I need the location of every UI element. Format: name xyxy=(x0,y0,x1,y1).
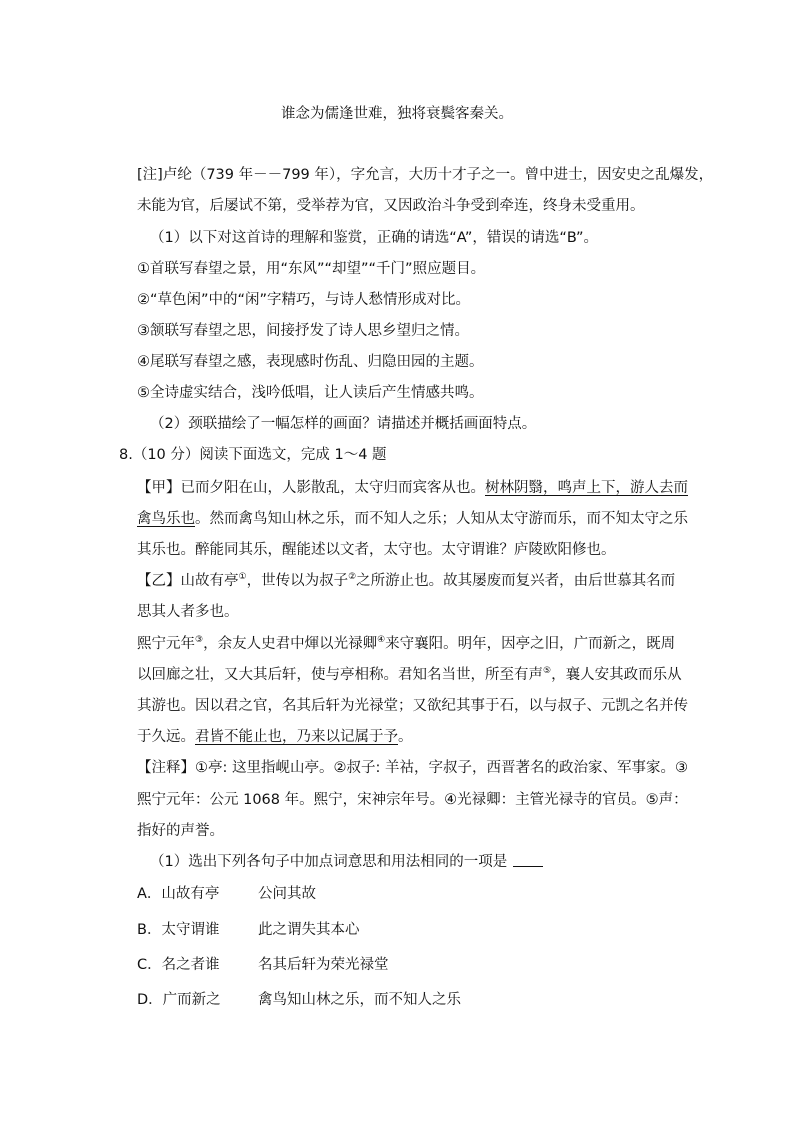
annotation-tag: 【注释】 xyxy=(137,760,195,776)
footnote-marker: ④ xyxy=(377,635,386,645)
annotation-line-3: 指好的声誉。 xyxy=(137,823,224,839)
yi-passage-line-1 xyxy=(137,571,675,591)
footnote-marker: ② xyxy=(348,572,357,582)
option-compare: 禽鸟知山林之乐，而不知人之乐 xyxy=(258,992,461,1008)
q7-item-4: ④尾联写春望之感，表现感时伤乱、归隐田园的主题。 xyxy=(137,354,484,370)
footnote-marker: ③ xyxy=(195,635,204,645)
yi-text: 于久远。 xyxy=(137,729,195,745)
option-label: A．山故有亭 xyxy=(137,886,220,902)
jia-underlined-text: 树林阴翳，鸣声上下，游人去而 xyxy=(485,480,688,496)
annotation-line-1 xyxy=(137,758,688,778)
yi-text: 之所游止也。故其屡废而复兴者，由后世慕其名而 xyxy=(356,573,676,589)
poem-final-line: 谁念为儒逢世难，独将衰鬓客秦关。 xyxy=(281,106,513,122)
yi-text: 山故有亭 xyxy=(180,573,239,589)
q7-item-3: ③颔联写春望之思，间接抒发了诗人思乡望归之情。 xyxy=(137,323,469,339)
yi-passage-line-3 xyxy=(137,634,675,654)
option-compare: 名其后轩为荣光禄堂 xyxy=(258,957,389,973)
q7-subquestion-2: （2）颈联描绘了一幅怎样的画面？请描述并概括画面特点。 xyxy=(150,416,537,432)
jia-text: 。然而禽鸟知山林之乐，而不知人之乐；人知从太守游而乐，而不知太守之乐 xyxy=(195,511,688,527)
option-label: D．广而新之 xyxy=(137,992,221,1008)
yi-passage-line-6 xyxy=(137,727,413,747)
q7-item-1: ①首联写春望之景，用“东风”“却望”“千门”照应题目。 xyxy=(137,261,486,277)
jia-passage-line-2 xyxy=(137,509,688,529)
answer-blank[interactable] xyxy=(513,854,543,867)
poet-note-line-1: [注]卢纶（739 年－－799 年），字允言，大历十才子之一。曾中进士，因安史之乱爆发， xyxy=(137,167,714,183)
yi-underlined-text: 君皆不能止也，乃来以记属于予 xyxy=(195,729,398,745)
yi-text: ，世传以为叔子 xyxy=(246,573,349,589)
option-a xyxy=(137,884,316,904)
q8-heading: 8.（10 分）阅读下面选文，完成 1～4 题 xyxy=(119,447,387,463)
yi-tag: 【乙】 xyxy=(137,573,181,589)
yi-text: ，襄人安其政而乐从 xyxy=(551,667,682,683)
option-b xyxy=(137,920,360,940)
option-compare: 此之谓失其本心 xyxy=(258,922,360,938)
footnote-marker: ① xyxy=(238,572,247,582)
q8-subquestion-1 xyxy=(150,852,543,872)
annotation-line-2: 熙宁元年：公元 1068 年。熙宁，宋神宗年号。④光禄卿：主管光禄寺的官员。⑤声： xyxy=(137,792,688,808)
jia-underlined-text: 禽鸟乐也 xyxy=(137,511,195,527)
q8-subquestion-1-text: （1）选出下列各句子中加点词意思和用法相同的一项是 xyxy=(150,854,508,870)
q7-subquestion-1: （1）以下对这首诗的理解和鉴赏，正确的请选“A”，错误的请选“B”。 xyxy=(150,230,599,246)
yi-passage-line-4 xyxy=(137,665,682,685)
yi-text: 以回廊之壮，又大其后轩，使与亭相称。君知名当世，所至有声 xyxy=(137,667,543,683)
option-compare: 公问其故 xyxy=(258,886,316,902)
yi-passage-line-5: 其游也。因以君之官，名其后轩为光禄堂；又欲纪其事于石，以与叔子、元凯之名并传 xyxy=(137,698,688,714)
jia-text: 已而夕阳在山，人影散乱，太守归而宾客从也。 xyxy=(180,480,485,496)
option-label: B．太守谓谁 xyxy=(137,922,220,938)
yi-text: ，余友人史君中煇以光禄卿 xyxy=(203,636,378,652)
yi-text: 。 xyxy=(398,729,413,745)
q7-item-2: ②“草色闲”中的“闲”字精巧，与诗人愁情形成对比。 xyxy=(137,292,471,308)
jia-passage-line-1 xyxy=(137,478,688,498)
option-label: C．名之者谁 xyxy=(137,957,220,973)
q7-item-5: ⑤全诗虚实结合，浅吟低唱，让人读后产生情感共鸣。 xyxy=(137,385,484,401)
footnote-marker: ⑤ xyxy=(543,666,552,676)
yi-passage-line-2: 思其人者多也。 xyxy=(137,604,239,620)
jia-passage-line-3: 其乐也。醉能同其乐，醒能述以文者，太守也。太守谓谁？庐陵欧阳修也。 xyxy=(137,542,616,558)
yi-text: 来守襄阳。明年，因亭之旧，广而新之，既周 xyxy=(385,636,676,652)
poet-note-line-2: 未能为官，后屡试不第，受举荐为官，又因政治斗争受到牵连，终身未受重用。 xyxy=(137,198,645,214)
option-c xyxy=(137,955,389,975)
option-d xyxy=(137,990,461,1010)
jia-tag: 【甲】 xyxy=(137,480,181,496)
annotation-text: ①亭: 这里指岘山亭。②叔子: 羊祜，字叔子，西晋著名的政治家、军事家。③ xyxy=(195,760,688,776)
yi-text: 熙宁元年 xyxy=(137,636,195,652)
